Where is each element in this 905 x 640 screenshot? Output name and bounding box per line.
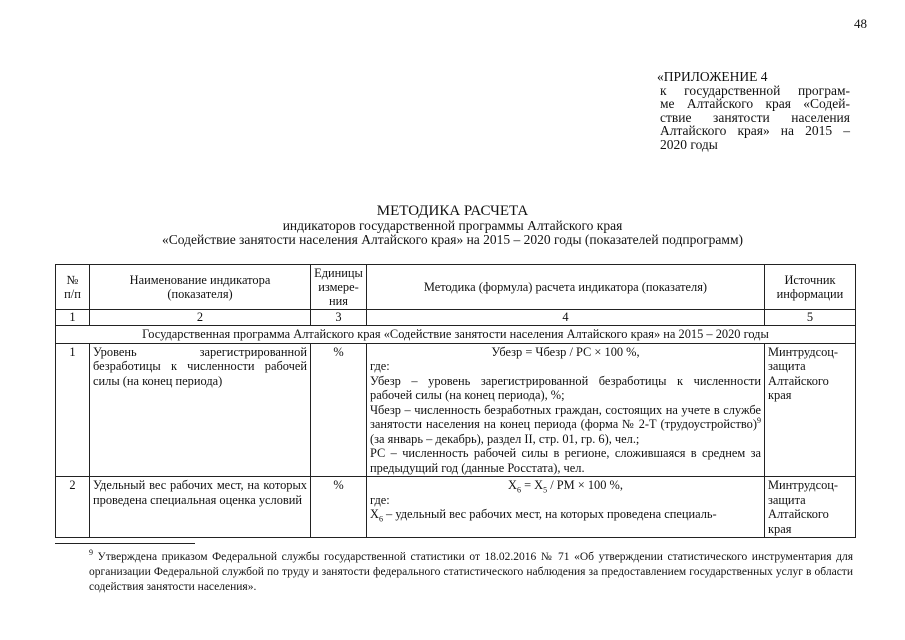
appendix-line: Алтайского края» на 2015 –: [660, 123, 850, 138]
indicator-units: %: [311, 343, 367, 477]
indicator-method: [367, 343, 765, 477]
footnote-divider: [55, 543, 195, 544]
column-number: 3: [311, 310, 367, 326]
footnote-ref: 9: [757, 415, 761, 425]
column-number: 4: [367, 310, 765, 326]
column-number-row: [56, 310, 856, 326]
indicator-source: Минтрудсоц-защита Алтайского края: [765, 477, 856, 538]
appendix-line: к государственной програм-: [660, 82, 850, 98]
indicator-units: %: [311, 477, 367, 538]
appendix-line: «ПРИЛОЖЕНИЕ 4: [657, 69, 768, 84]
header-source: Источник информации: [765, 265, 856, 310]
formula: Убезр = Чбезр / РС × 100 %,: [491, 344, 640, 359]
column-number: 1: [56, 310, 90, 326]
row-number: 1: [56, 343, 90, 477]
section-row: [56, 326, 856, 344]
header-name: Наименование индикатора (показателя): [90, 265, 311, 310]
formula: $X_6 = X_5$ / РМ × 100 %,: [508, 478, 623, 495]
title-subtitle: индикаторов государственной программы Алтайского края: [282, 218, 623, 233]
table-row: [56, 477, 856, 538]
where-label: где:: [370, 492, 390, 507]
indicator-source: Минтрудсоц-защита Алтайского края: [765, 343, 856, 477]
footnote-text: Утверждена приказом Федеральной службы государственной статистики от 18.02.2016 № 71 «Об утверждении статистического инструментария для организации Федеральной службой по труду и занятости федерального статистического наблюдения за предоставлением государственных услуг в области содействия занятости населения».: [89, 551, 853, 593]
table-row: [56, 343, 856, 477]
header-units: Единицы измере- ния: [311, 265, 367, 310]
indicator-name: Уровень зарегистрированной безработицы к численности рабочей силы (на конец периода): [90, 343, 311, 477]
indicator-name: Удельный вес рабочих мест, на которых проведена специальная оценка условий: [90, 477, 311, 538]
row-number: 2: [56, 477, 90, 538]
definition: РС – численность рабочей силы в регионе, сложившаяся в среднем за предыдущий год (данные Росстата), чел.: [370, 446, 761, 475]
appendix-line: 2020 годы: [660, 136, 718, 152]
title-program: «Содействие занятости населения Алтайского края» на 2015 – 2020 годы (показателей подпрограмм): [162, 232, 743, 247]
section-title: Государственная программа Алтайского края «Содействие занятости населения Алтайского края» на 2015 – 2020 годы: [56, 326, 856, 344]
definition: Чбезр – численность безработных граждан, состоящих на учете в службе занятости населения на конец периода (форма № 2-Т (трудоустройство)$^9$ (за январь – декабрь), раздел II, стр. 01, гр. 6), чел.;: [370, 402, 761, 446]
footnote-marker: 9: [89, 548, 93, 558]
appendix-header: [657, 70, 850, 151]
indicators-table: [55, 264, 856, 538]
column-number: 2: [90, 310, 311, 326]
where-label: где:: [370, 359, 390, 373]
appendix-line: ствие занятости населения: [660, 109, 850, 125]
page-number: 48: [854, 16, 867, 31]
title-main: МЕТОДИКА РАСЧЕТА: [376, 203, 529, 219]
header-num: № п/п: [56, 265, 90, 310]
indicator-method: [367, 477, 765, 538]
header-method: Методика (формула) расчета индикатора (показателя): [367, 265, 765, 310]
column-number: 5: [765, 310, 856, 326]
table-header-row: [56, 265, 856, 310]
definition: Убезр – уровень зарегистрированной безработицы к численности рабочей силы (на конец периода), %;: [370, 373, 761, 402]
appendix-line: ме Алтайского края «Содей-: [660, 96, 850, 111]
footnote: [55, 550, 853, 595]
document-title: [0, 204, 905, 247]
definition: $X_6$ – удельный вес рабочих мест, на которых проведена специаль-: [370, 507, 717, 524]
